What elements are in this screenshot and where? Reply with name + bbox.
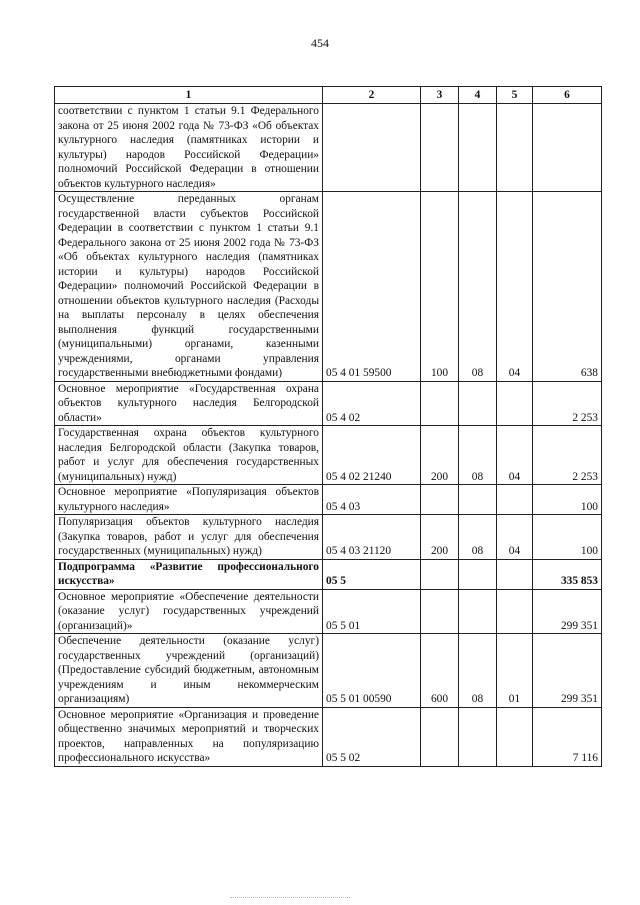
row-code: 05 5 01 — [323, 589, 421, 634]
row-description: Основное мероприятие «Обеспечение деятельности (оказание услуг) государственных учреждений (организаций)» — [55, 589, 323, 634]
row-amount: 335 853 — [533, 559, 602, 589]
row-expense-type — [421, 589, 459, 634]
row-expense-type — [421, 485, 459, 515]
row-section — [459, 485, 497, 515]
row-amount: 638 — [533, 192, 602, 382]
row-subsection: 04 — [497, 426, 533, 485]
row-code: 05 4 03 21120 — [323, 515, 421, 560]
page-number: 454 — [311, 36, 329, 50]
row-expense-type — [421, 559, 459, 589]
row-description: Популяризация объектов культурного наследия (Закупка товаров, работ и услуг для обеспечения государственных (муниципальных) нужд) — [55, 515, 323, 560]
row-section: 08 — [459, 515, 497, 560]
row-subsection — [497, 559, 533, 589]
header-col-5: 5 — [497, 87, 533, 104]
row-subsection — [497, 485, 533, 515]
row-amount: 100 — [533, 515, 602, 560]
row-subsection: 04 — [497, 515, 533, 560]
header-col-6: 6 — [533, 87, 602, 104]
table-row — [55, 589, 602, 634]
row-code: 05 5 — [323, 559, 421, 589]
header-col-3: 3 — [421, 87, 459, 104]
table-row — [55, 485, 602, 515]
row-description: Осуществление переданных органам государственной власти субъектов Российской Федерации в соответствии с пунктом 1 статьи 9.1 Федерального закона от 25 июня 2002 года № 73-ФЗ «Об объектах культурного наследия (памятниках истории и культуры) народов Российской Федерации» полномочий Российской Федерации в отношении объектов культурного наследия (Расходы на выплаты персоналу в целях обеспечения выполнения функций государственными (муниципальными) органами, казенными учреждениями, органами управления государственными внебюджетными фондами) — [55, 192, 323, 382]
row-section — [459, 589, 497, 634]
row-description: Основное мероприятие «Организация и проведение общественно значимых мероприятий и творческих проектов, направленных на популяризацию профессионального искусства» — [55, 707, 323, 766]
row-section: 08 — [459, 634, 497, 708]
row-description: Подпрограмма «Развитие профессионального искусства» — [55, 559, 323, 589]
row-subsection — [497, 589, 533, 634]
row-section — [459, 104, 497, 192]
row-section — [459, 381, 497, 426]
table-row — [55, 634, 602, 708]
row-code: 05 4 01 59500 — [323, 192, 421, 382]
row-section — [459, 559, 497, 589]
row-expense-type: 200 — [421, 426, 459, 485]
row-expense-type — [421, 707, 459, 766]
row-section: 08 — [459, 426, 497, 485]
row-description: Основное мероприятие «Государственная охрана объектов культурного наследия Белгородской области» — [55, 381, 323, 426]
row-code: 05 4 02 — [323, 381, 421, 426]
scan-artifact — [230, 897, 350, 899]
row-code: 05 5 01 00590 — [323, 634, 421, 708]
row-description: Обеспечение деятельности (оказание услуг) государственных учреждений (организаций) (Предоставление субсидий бюджетным, автономным учреждениям и иным некоммерческим организациям) — [55, 634, 323, 708]
row-section: 08 — [459, 192, 497, 382]
row-amount: 299 351 — [533, 634, 602, 708]
row-code: 05 5 02 — [323, 707, 421, 766]
row-expense-type — [421, 381, 459, 426]
row-subsection — [497, 707, 533, 766]
table-row — [55, 381, 602, 426]
row-amount: 2 253 — [533, 426, 602, 485]
row-expense-type: 600 — [421, 634, 459, 708]
budget-table — [54, 86, 602, 767]
row-subsection: 04 — [497, 192, 533, 382]
row-amount — [533, 104, 602, 192]
row-subsection — [497, 381, 533, 426]
row-expense-type: 100 — [421, 192, 459, 382]
table-header-row — [55, 87, 602, 104]
row-code: 05 4 03 — [323, 485, 421, 515]
row-description: Государственная охрана объектов культурного наследия Белгородской области (Закупка товаров, работ и услуг для обеспечения государственных (муниципальных) нужд) — [55, 426, 323, 485]
row-expense-type — [421, 104, 459, 192]
row-subsection — [497, 104, 533, 192]
row-expense-type: 200 — [421, 515, 459, 560]
row-code — [323, 104, 421, 192]
row-code: 05 4 02 21240 — [323, 426, 421, 485]
row-amount: 2 253 — [533, 381, 602, 426]
table-row — [55, 707, 602, 766]
table-row — [55, 515, 602, 560]
header-col-2: 2 — [323, 87, 421, 104]
table-row — [55, 104, 602, 192]
row-section — [459, 707, 497, 766]
row-amount: 100 — [533, 485, 602, 515]
header-col-4: 4 — [459, 87, 497, 104]
row-description: Основное мероприятие «Популяризация объектов культурного наследия» — [55, 485, 323, 515]
row-amount: 299 351 — [533, 589, 602, 634]
row-amount: 7 116 — [533, 707, 602, 766]
table-row — [55, 559, 602, 589]
header-col-1: 1 — [55, 87, 323, 104]
row-description: соответствии с пунктом 1 статьи 9.1 Федерального закона от 25 июня 2002 года № 73-ФЗ «Об объектах культурного наследия (памятниках истории и культуры) народов Российской Федерации» полномочий Российской Федерации в отношении объектов культурного наследия» — [55, 104, 323, 192]
row-subsection: 01 — [497, 634, 533, 708]
table-row — [55, 192, 602, 382]
table-row — [55, 426, 602, 485]
